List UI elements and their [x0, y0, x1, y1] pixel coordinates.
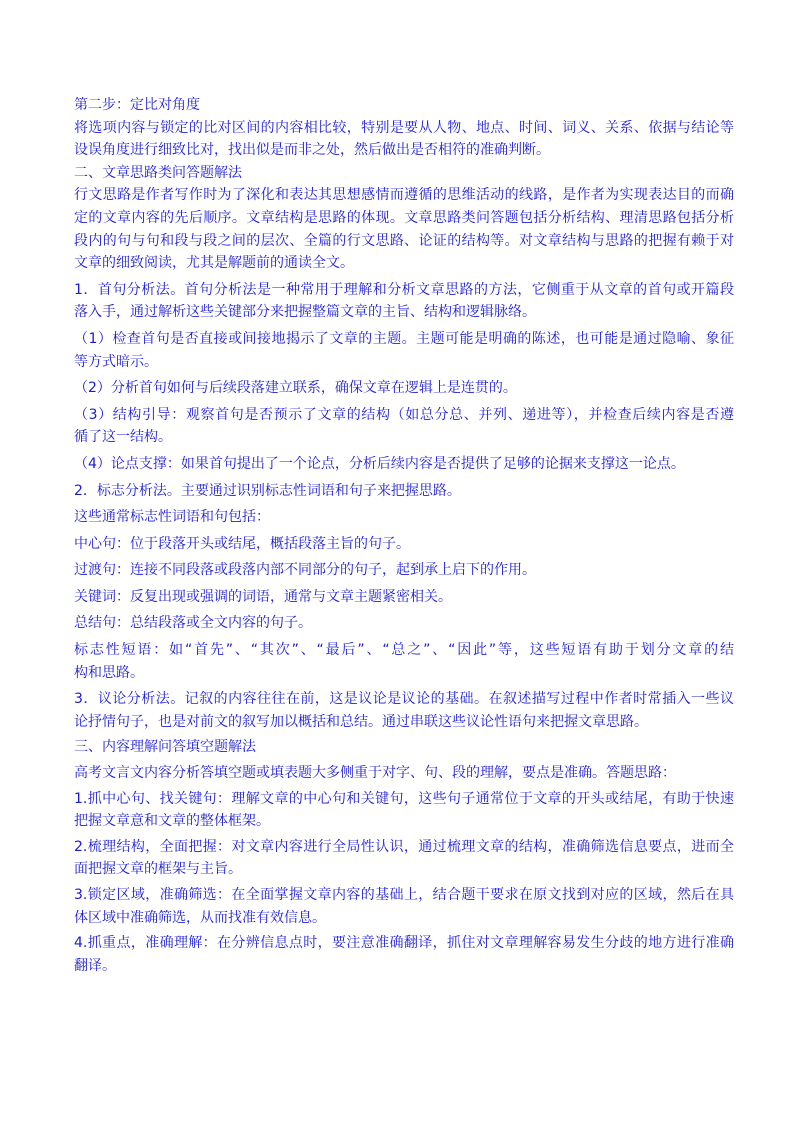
paragraph-line: 落入手，通过解析这些关键部分来把握整篇文章的主旨、结构和逻辑脉络。	[74, 304, 536, 321]
list-item: 1.抓中心句、找关键句：理解文章的中心句和关键句，这些句子通常位于文章的开头或结尾，有助于快速	[74, 790, 734, 807]
paragraph-line: 高考文言文内容分析答填空题或填表题大多侧重于对字、句、段的理解，要点是准确。答题思路：	[74, 765, 676, 782]
list-item-cont: 循了这一结构。	[74, 429, 172, 446]
list-item: （4）论点支撑：如果首句提出了一个论点，分析后续内容是否提供了足够的论据来支撑这一论点。	[74, 455, 685, 472]
section-heading: 二、文章思路类问答题解法	[74, 164, 242, 181]
list-item-cont: 等方式暗示。	[74, 353, 158, 370]
list-item-cont: 把握文章意和文章的整体框架。	[74, 813, 270, 830]
list-item: 2.梳理结构，全面把握：对文章内容进行全局性认识，通过梳理文章的结构，准确筛选信息要点，进而全	[74, 838, 734, 855]
list-item: （3）结构引导：观察首句是否预示了文章的结构（如总分总、并列、递进等），并检查后续内容是否遵	[74, 406, 734, 423]
paragraph-line: 行文思路是作者写作时为了深化和表达其思想感情而遵循的思维活动的线路，是作者为实现表达目的而确	[74, 187, 734, 204]
list-item: （2）分析首句如何与后续段落建立联系，确保文章在逻辑上是连贯的。	[74, 380, 517, 397]
paragraph-line: 论抒情句子，也是对前文的叙写加以概括和总结。通过串联这些议论性语句来把握文章思路。	[74, 713, 648, 730]
method-heading: 3．议论分析法。记叙的内容往往在前，这是议论是议论的基础。在叙述描写过程中作者时常插入一些议	[74, 691, 734, 708]
section-heading: 三、内容理解问答填空题解法	[74, 739, 256, 756]
method-heading: 1．首句分析法。首句分析法是一种常用于理解和分析文章思路的方法，它侧重于从文章的首句或开篇段	[74, 281, 734, 298]
list-item-cont: 体区域中准确筛选，从而找准有效信息。	[74, 909, 326, 926]
list-item: 4.抓重点，准确理解：在分辨信息点时，要注意准确翻译，抓住对文章理解容易发生分歧的地方进行准确	[74, 935, 734, 952]
list-item: 关键词：反复出现或强调的词语，通常与文章主题紧密相关。	[74, 588, 452, 605]
paragraph-line: 将选项内容与锁定的比对区间的内容相比较，特别是要从人物、地点、时间、词义、关系、依据与结论等	[74, 119, 734, 136]
paragraph-line: 定的文章内容的先后顺序。文章结构是思路的体现。文章思路类问答题包括分析结构、理清思路包括分析	[74, 209, 734, 226]
paragraph-line: 设误角度进行细致比对，找出似是而非之处，然后做出是否相符的准确判断。	[74, 142, 550, 159]
paragraph-line: 这些通常标志性词语和句包括：	[74, 509, 270, 526]
list-item: （1）检查首句是否直接或间接地揭示了文章的主题。主题可能是明确的陈述，也可能是通过隐喻、象征	[74, 330, 734, 347]
method-heading: 2．标志分析法。主要通过识别标志性词语和句子来把握思路。	[74, 482, 461, 499]
list-item-cont: 翻译。	[74, 957, 116, 974]
list-item: 总结句：总结段落或全文内容的句子。	[74, 615, 312, 632]
document-body	[74, 94, 734, 977]
list-item: 过渡句：连接不同段落或段落内部不同部分的句子，起到承上启下的作用。	[74, 562, 536, 579]
list-item-cont: 构和思路。	[74, 664, 144, 681]
paragraph-line: 文章的细致阅读，尤其是解题前的通读全文。	[74, 255, 354, 272]
list-item: 3.锁定区域，准确筛选：在全面掌握文章内容的基础上，结合题干要求在原文找到对应的区域，然后在具	[74, 887, 734, 903]
list-item: 中心句：位于段落开头或结尾，概括段落主旨的句子。	[74, 535, 410, 552]
list-item-cont: 面把握文章的框架与主旨。	[74, 861, 242, 878]
paragraph-line: 段内的句与句和段与段之间的层次、全篇的行文思路、论证的结构等。对文章结构与思路的把握有赖于对	[74, 232, 734, 249]
list-item: 标志性短语：如“首先”、“其次”、“最后”、“总之”、“因此”等，这些短语有助于划分文章的结	[74, 642, 734, 659]
step-heading: 第二步：定比对角度	[74, 97, 200, 113]
